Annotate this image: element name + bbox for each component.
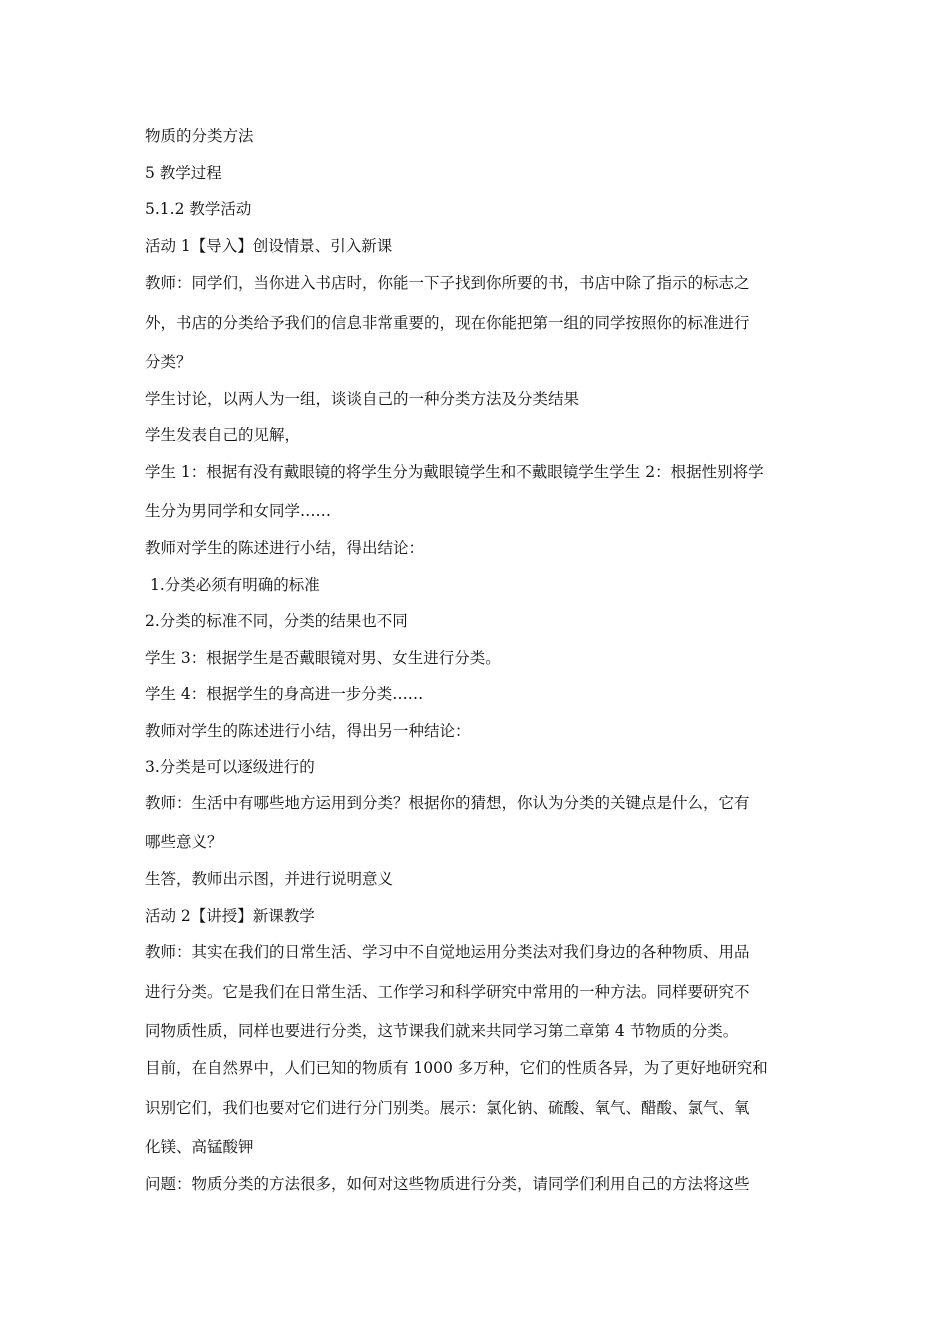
- section-heading: 5 教学过程: [145, 164, 222, 182]
- paragraph-line: 分类？: [145, 353, 192, 371]
- activity-heading: 活动 2【讲授】新课教学: [145, 907, 315, 925]
- paragraph-line: 学生 1：根据有没有戴眼镜的将学生分为戴眼镜学生和不戴眼镜学生学生 2：根据性别将学: [145, 463, 764, 481]
- paragraph-line: 识别它们，我们也要对它们进行分门别类。展示：氯化钠、硫酸、氧气、醋酸、氯气、氧: [145, 1099, 750, 1117]
- conclusion-item: 2.分类的标准不同，分类的结果也不同: [145, 612, 408, 630]
- paragraph-line: 教师：生活中有哪些地方运用到分类？根据你的猜想，你认为分类的关键点是什么，它有: [145, 794, 750, 812]
- paragraph-line: 生答，教师出示图，并进行说明意义: [145, 870, 394, 888]
- paragraph-line: 学生 4：根据学生的身高进一步分类……: [145, 685, 424, 703]
- paragraph-line: 教师：其实在我们的日常生活、学习中不自觉地运用分类法对我们身边的各种物质、用品: [145, 943, 750, 961]
- paragraph-line: 化镁、高锰酸钾: [145, 1138, 254, 1156]
- paragraph-line: 问题：物质分类的方法很多，如何对这些物质进行分类，请同学们利用自己的方法将这些: [145, 1175, 750, 1193]
- paragraph-line: 学生发表自己的见解，: [145, 426, 301, 444]
- paragraph-line: 同物质性质，同样也要进行分类，这节课我们就来共同学习第二章第 4 节物质的分类。: [145, 1022, 739, 1040]
- paragraph-line: 教师对学生的陈述进行小结，得出结论：: [145, 539, 425, 557]
- paragraph-line: 学生讨论，以两人为一组，谈谈自己的一种分类方法及分类结果: [145, 390, 580, 408]
- activity-heading: 活动 1【导入】创设情景、引入新课: [145, 237, 393, 255]
- paragraph-line: 哪些意义？: [145, 833, 223, 851]
- paragraph-line: 学生 3：根据学生是否戴眼镜对男、女生进行分类。: [145, 649, 501, 667]
- paragraph-line: 生分为男同学和女同学……: [145, 502, 332, 520]
- subsection-heading: 5.1.2 教学活动: [145, 200, 252, 218]
- document-title: 物质的分类方法: [145, 127, 254, 145]
- paragraph-line: 外，书店的分类给予我们的信息非常重要的，现在你能把第一组的同学按照你的标准进行: [145, 314, 750, 332]
- paragraph-line: 进行分类。它是我们在日常生活、工作学习和科学研究中常用的一种方法。同样要研究不: [145, 983, 750, 1001]
- conclusion-item: 3.分类是可以逐级进行的: [145, 758, 315, 776]
- conclusion-item: 1.分类必须有明确的标准: [150, 576, 320, 594]
- paragraph-line: 教师：同学们，当你进入书店时，你能一下子找到你所要的书，书店中除了指示的标志之: [145, 274, 750, 292]
- paragraph-line: 教师对学生的陈述进行小结，得出另一种结论：: [145, 722, 471, 740]
- paragraph-line: 目前，在自然界中，人们已知的物质有 1000 多万种，它们的性质各异，为了更好地研究和: [145, 1059, 768, 1077]
